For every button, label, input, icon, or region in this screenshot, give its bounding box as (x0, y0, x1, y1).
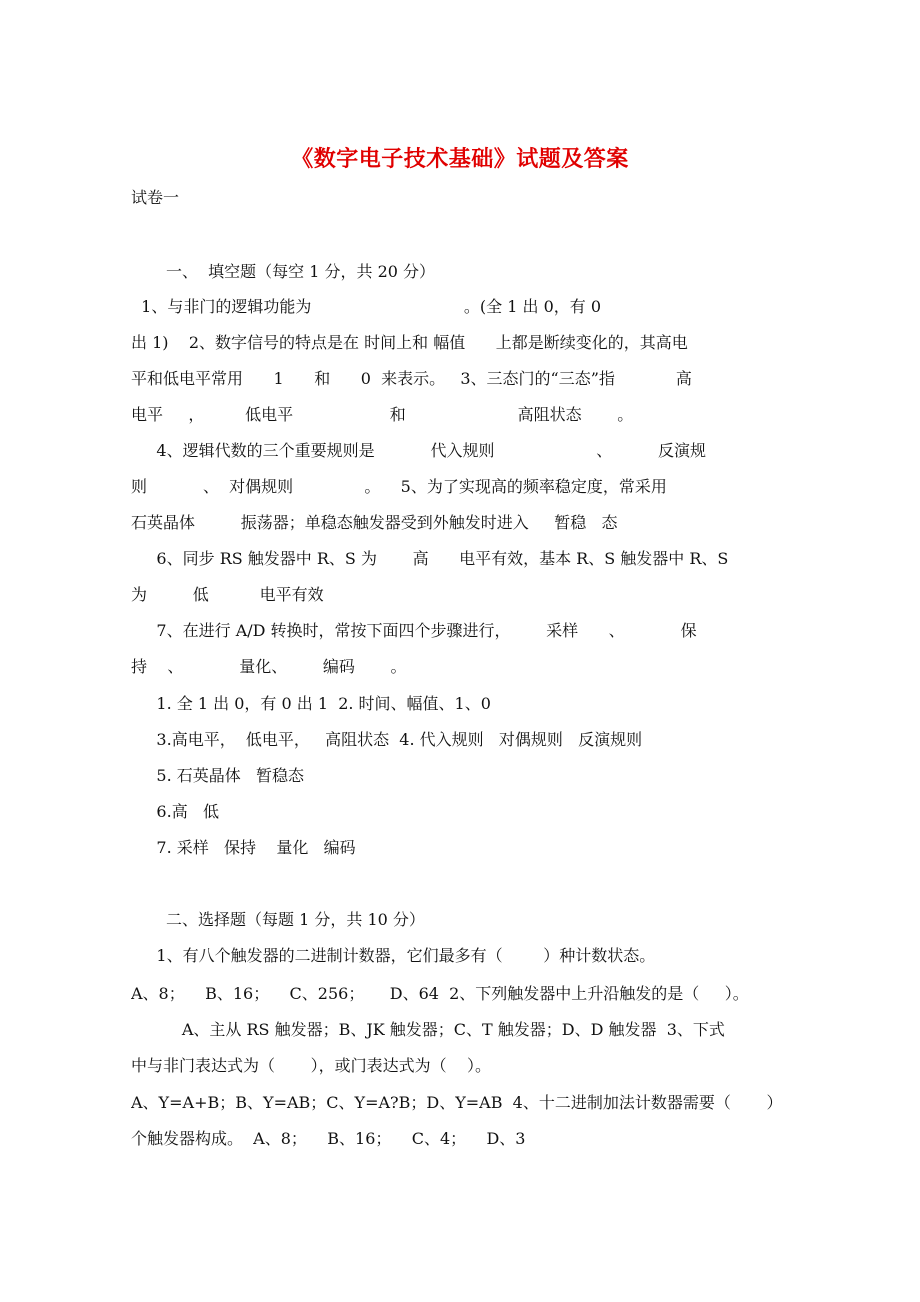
section1-heading: 一、 填空题（每空 1 分，共 20 分） (166, 262, 436, 281)
exam-subtitle: 试卷一 (131, 188, 180, 207)
section1-line: 7、在进行 A/D 转换时，常按下面四个步骤进行， 采样 、 保 (131, 621, 697, 640)
answer-line: 5. 石英晶体 暂稳态 (131, 766, 305, 785)
answer-line: 3.高电平， 低电平， 高阻状态 4. 代入规则 对偶规则 反演规则 (131, 730, 643, 749)
answer-line: 1. 全 1 出 0，有 0 出 1 2. 时间、幅值、1、0 (131, 694, 491, 713)
section1-line: 平和低电平常用 1 和 0 来表示。 3、三态门的“三态”指 高 (131, 369, 692, 388)
answer-line: 7. 采样 保持 量化 编码 (131, 838, 356, 857)
section1-line: 1、与非门的逻辑功能为 。(全 1 出 0，有 0 (131, 297, 602, 316)
section1-line: 石英晶体 振荡器；单稳态触发器受到外触发时进入 暂稳 态 (131, 513, 618, 532)
section2-line: 1、有八个触发器的二进制计数器，它们最多有（ ）种计数状态。 (131, 946, 656, 965)
section1-line: 则 、 对偶规则 。 5、为了实现高的频率稳定度，常采用 (131, 477, 667, 496)
section2-line: 个触发器构成。 A、8； B、16； C、4； D、3 (131, 1129, 526, 1148)
section1-line: 电平 ， 低电平 和 高阻状态 。 (131, 405, 634, 424)
document-title: 《数字电子技术基础》试题及答案 (291, 147, 629, 172)
section2-heading: 二、选择题（每题 1 分，共 10 分） (166, 910, 425, 929)
section1-line: 持 、 量化、 编码 。 (131, 657, 407, 676)
section1-line: 为 低 电平有效 (131, 585, 324, 604)
section1-line: 6、同步 RS 触发器中 R、S 为 高 电平有效，基本 R、S 触发器中 R、S (131, 549, 729, 568)
section2-line: 中与非门表达式为（ ），或门表达式为（ ）。 (131, 1056, 491, 1075)
section1-line: 4、逻辑代数的三个重要规则是 代入规则 、 反演规 (131, 441, 707, 460)
section2-line: A、主从 RS 触发器；B、JK 触发器；C、T 触发器；D、D 触发器 3、下式 (131, 1020, 725, 1039)
section2-line: A、Y=A+B；B、Y=AB；C、Y=A?B；D、Y=AB 4、十二进制加法计数器需要（ ） (131, 1093, 783, 1112)
answer-line: 6.高 低 (131, 802, 219, 821)
section1-line: 出 1) 2、数字信号的特点是在 时间上和 幅值 上都是断续变化的，其高电 (131, 333, 688, 352)
section2-line: A、8； B、16； C、256； D、64 2、下列触发器中上升沿触发的是（ ）。 (131, 984, 749, 1003)
